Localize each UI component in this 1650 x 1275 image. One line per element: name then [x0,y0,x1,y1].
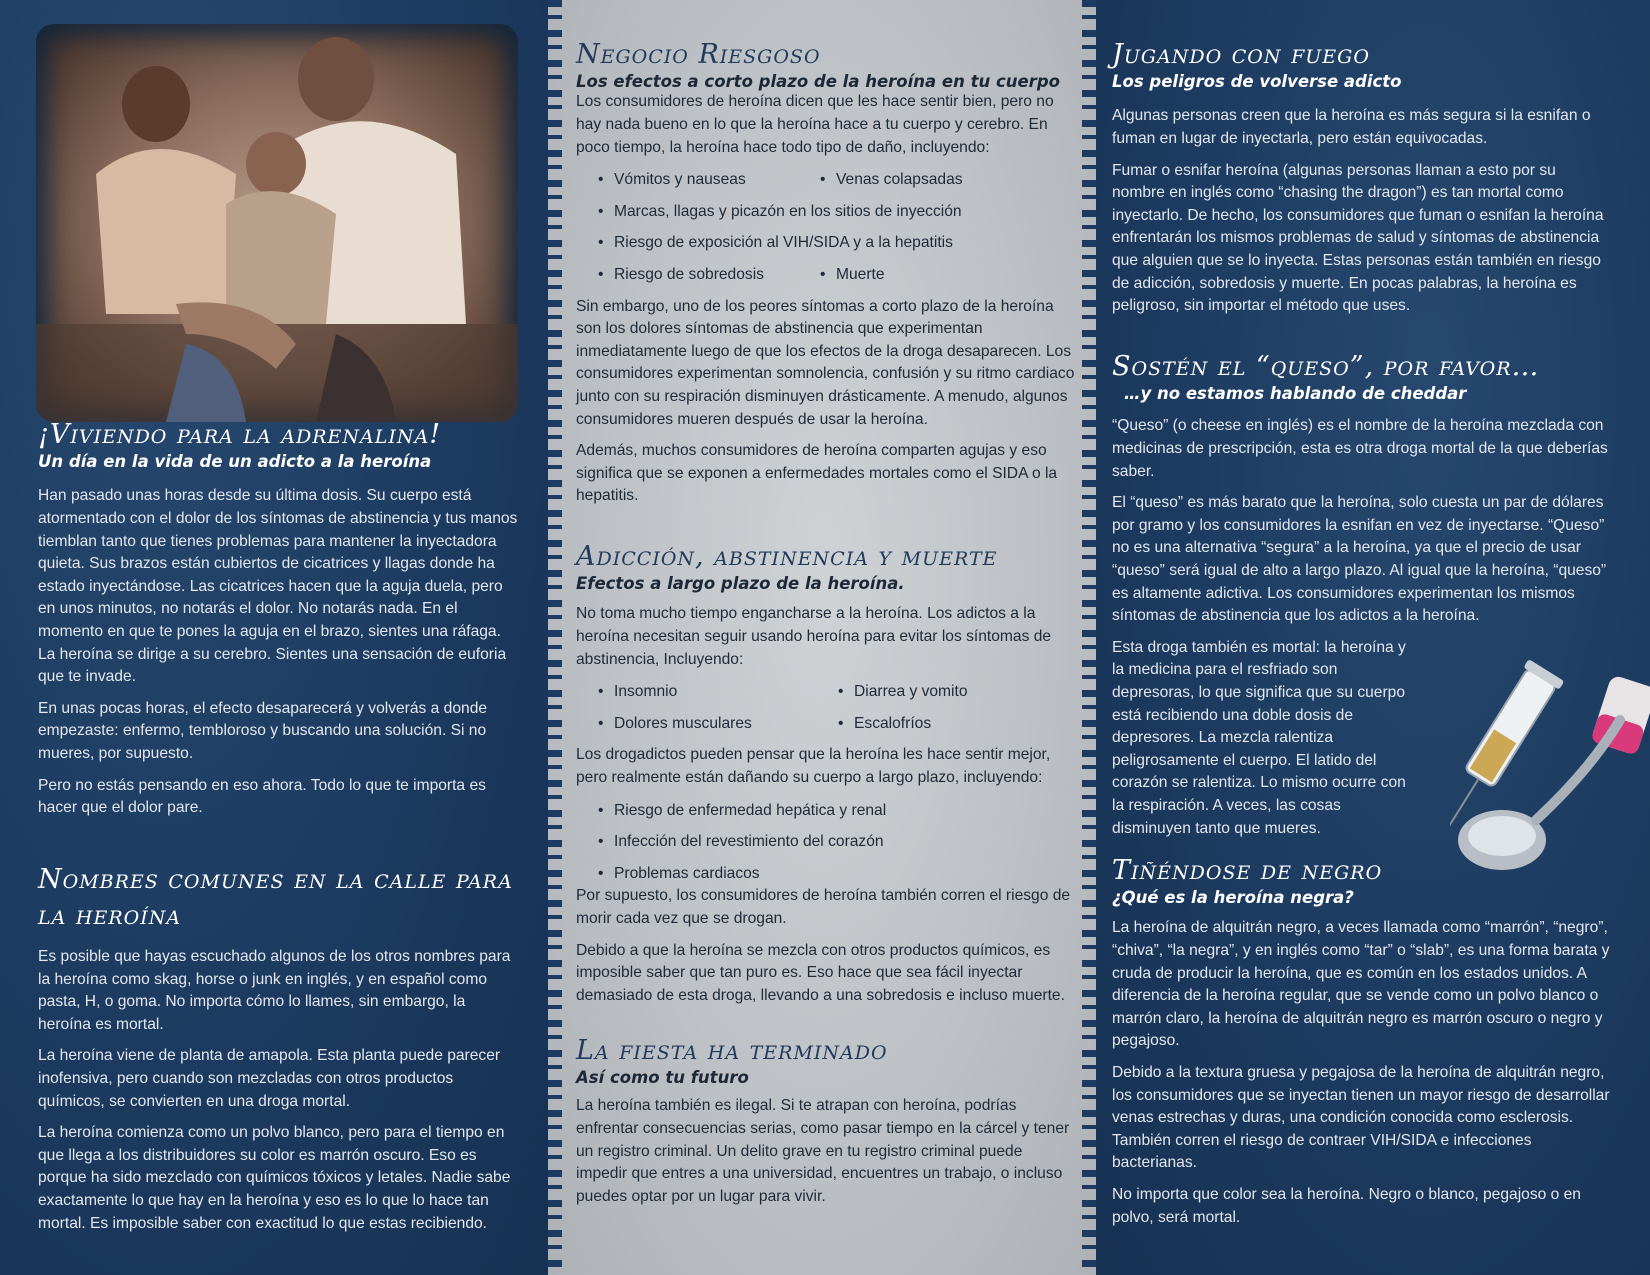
paragraph: En unas pocas horas, el efecto desaparecerá y volverás a donde empezaste: enfermo, tembloroso y buscando una solución. Si no mueres, por supuesto. [38,699,488,763]
section-adrenalina [38,420,518,829]
negro-subtitle: ¿Qué es la heroína negra? [1112,887,1354,907]
list-item: • Vómitos y nauseas [596,169,818,192]
fuego-title: Jugando con fuego [1112,39,1370,70]
adiccion-body [576,603,1076,1007]
list-item: • Dolores musculares [596,713,836,736]
torn-edge-right [1082,0,1096,1275]
section-negro [1112,856,1612,1238]
section-fuego [1112,40,1612,327]
paragraph: Pero no estás pensando en eso ahora. Todo lo que te importa es hacer que el dolor pare. [38,776,486,817]
negocio-body [576,91,1076,508]
list-item: • Venas colapsadas [818,169,1076,192]
paragraph: Por supuesto, los consumidores de heroína también corren el riesgo de morir cada vez que se drogan. [576,887,1071,928]
long-term-effects-list [576,800,1076,886]
paragraph: La heroína de alquitrán negro, a veces llamada como “marrón”, “negro”, “chiva”, “la negra”, y en inglés como “tar” o “slab”, es una forma barata y cruda de producir la heroína, que es común en los estados unidos. A diferencia de la heroína regular, que se vende como un polvo blanco o marrón claro, la heroína de alquitrán negro es marrón oscuro o negro y pegajoso. [1112,919,1610,1050]
queso-subtitle: …y no estamos hablando de cheddar [1124,383,1467,403]
paragraph: Es posible que hayas escuchado algunos de los otros nombres para la heroína como skag, horse o junk en inglés, y en español como pasta, H, o goma. No importa cómo lo llames, sin embargo, la heroína es mortal. [38,948,511,1033]
paragraph: “Queso” (o cheese en inglés) es el nombre de la heroína mezclada con medicinas de prescripción, esta es otra droga mortal de la que deberías saber. [1112,417,1608,480]
negocio-title: Negocio Riesgoso [576,39,821,70]
withdrawal-symptoms-list [576,681,1076,744]
paragraph: La heroína también es ilegal. Si te atrapan con heroína, podrías enfrentar consecuencias serias, como pasar tiempo en la cárcel y tener un registro criminal. Un delito grave en tu registro criminal puede impedir que entres a una universidad, encuentres un trabajo, o incluso puedes optar por un lugar para vivir. [576,1097,1070,1205]
adrenalina-subtitle: Un día en la vida de un adicto a la heroína [38,451,432,471]
section-nombres [38,862,518,1244]
paragraph: Sin embargo, uno de los peores síntomas a corto plazo de la heroína son los dolores síntomas de abstinencia que experimentan inmediatamente luego de que los efectos de la droga desaparecen. Los consumidores experimentan somnolencia, confusión y su ritmo cardiaco junto con su respiración disminuyen drásticamente. A menudo, algunos consumidores mueren después de usar la heroína. [576,297,1075,428]
paragraph: Los consumidores de heroína dicen que les hace sentir bien, pero no hay nada bueno en lo que la heroína hace a tu cuerpo y cerebro. En poco tiempo, la heroína hace todo tipo de daño, incluyendo: [576,93,1054,156]
fuego-body [1112,105,1612,317]
torn-edge-left [548,0,562,1275]
section-adiccion [576,542,1076,1016]
family-intervention-photo [36,24,518,422]
negocio-subtitle: Los efectos a corto plazo de la heroína en tu cuerpo [576,71,1060,91]
list-item: • Marcas, llagas y picazón en los sitios de inyección [596,201,1076,224]
left-panel [0,0,548,1275]
list-item: • Riesgo de sobredosis [596,264,818,287]
list-item: • Infección del revestimiento del corazón [596,831,1076,854]
list-item: • Escalofríos [836,713,1076,736]
negro-title: Tiñéndose de negro [1112,855,1383,886]
adrenalina-body [38,485,518,819]
adrenalina-title: ¡Viviendo para la adrenalina! [38,419,442,450]
paragraph: Además, muchos consumidores de heroína comparten agujas y eso significa que se exponen a enfermedades mortales como el SIDA o la hepatitis. [576,442,1058,505]
fiesta-title: La fiesta ha terminado [576,1035,888,1066]
paragraph: Han pasado unas horas desde su última dosis. Su cuerpo está atormentado con el dolor de los síntomas de abstinencia y tus manos tiemblan tanto que tienes problemas para mantener la inyectadora quieta. Sus brazos están cubiertos de cicatrices y llagas donde ha estado inyectándose. Las cicatrices hacen que la aguja duela, pero en unos minutos, no notarás el dolor. No notarás nada. En el momento en que te pones la aguja en el brazo, sientes una ráfaga. La heroína se dirige a su cerebro. Sientes una sensación de euforia que te invade. [38,487,518,686]
list-item: • Insomnio [596,681,836,704]
list-item: • Riesgo de enfermedad hepática y renal [596,800,1076,823]
paragraph: Los drogadictos pueden pensar que la heroína les hace sentir mejor, pero realmente están dañando su cuerpo a largo plazo, incluyendo: [576,746,1051,787]
paragraph: Fumar o esnifar heroína (algunas personas llaman a esto por su nombre en inglés como “chasing the dragon”) es tan mortal como inyectarlo. De hecho, los consumidores que fuman o esnifan la heroína enfrentarán los mismos problemas de salud y síntomas de abstinencia que alguien que se lo inyecta. Estas personas están también en riesgo de adicción, sobredosis y muerte. En pocas palabras, la heroína es peligroso, sin importar el método que uses. [1112,161,1604,315]
nombres-body [38,946,518,1235]
paragraph: Debido a la textura gruesa y pegajosa de la heroína de alquitrán negro, los consumidores que se inyectan tienen un mayor riesgo de desarrollar venas estrechas y duras, una condición conocida como esclerosis. También corren el riesgo de contraer VIH/SIDA e infecciones bacterianas. [1112,1064,1610,1172]
right-panel [1096,0,1650,1275]
paragraph: La heroína comienza como un polvo blanco, pero para el tiempo en que llega a los distribuidores su color es marrón oscuro. Eso es porque ha sido mezclado con químicos tóxicos y letales. Nadie sabe exactamente lo que hay en la heroína y eso es lo que lo hace tan mortal. Es imposible saber con exactitud lo que estas recibiendo. [38,1124,511,1232]
section-fiesta [576,1036,1076,1217]
paragraph: Debido a que la heroína se mezcla con otros productos químicos, es imposible saber que tan puro es. Eso hace que sea fácil inyectar demasiado de esta droga, llevando a una sobredosis e incluso muerte. [576,941,1065,1004]
paragraph: No toma mucho tiempo engancharse a la heroína. Los adictos a la heroína necesitan seguir usando heroína para evitar los síntomas de abstinencia, Incluyendo: [576,605,1052,668]
section-negocio [576,40,1076,517]
queso-title: Sostén el “queso”, por favor… [1112,351,1540,382]
nombres-title: Nombres comunes en la calle para la heroína [38,864,513,931]
list-item: • Problemas cardiacos [596,863,1076,886]
syringe-spoon-lighter-illustration [1450,650,1650,890]
adiccion-subtitle: Efectos a largo plazo de la heroína. [576,573,905,593]
negro-body [1112,917,1612,1229]
paragraph: La heroína viene de planta de amapola. Esta planta puede parecer inofensiva, pero cuando son mezcladas con otros productos químicos, se convierten en una droga mortal. [38,1047,501,1110]
paragraph: Esta droga también es mortal: la heroína y la medicina para el resfriado son depresoras, lo que significa que su cuerpo está recibiendo una doble dosis de depresores. La mezcla ralentiza peligrosamente el cuerpo. El latido del corazón se ralentiza. Lo mismo ocurre con la respiración. A veces, las cosas disminuyen tanto que mueres. [1112,638,1406,837]
paragraph: No importa que color sea la heroína. Negro o blanco, pegajoso o en polvo, será mortal. [1112,1186,1581,1226]
list-item: • Muerte [818,264,1076,287]
middle-panel [548,0,1096,1275]
fiesta-subtitle: Así como tu futuro [576,1067,749,1087]
adiccion-title: Adicción, abstinencia y muerte [576,541,998,572]
paragraph: El “queso” es más barato que la heroína, solo cuesta un par de dólares por gramo y los consumidores la esnifan en vez de inyectarse. “Queso” no es una alternativa “segura” a la heroína, ya que el precio de usar “queso” será igual de alto a largo plazo. Al igual que la heroína, “queso” es altamente adictiva. Los consumidores experimentan los mismos síntomas de abstinencia que los adictos a la heroína. [1112,494,1607,625]
short-term-effects-list [576,169,1076,295]
list-item: • Riesgo de exposición al VIH/SIDA y a la hepatitis [596,232,1076,255]
list-item: • Diarrea y vomito [836,681,1076,704]
fuego-subtitle: Los peligros de volverse adicto [1112,71,1402,91]
fiesta-body [576,1095,1076,1208]
paragraph: Algunas personas creen que la heroína es más segura si la esnifan o fuman en lugar de inyectarla, pero están equivocadas. [1112,107,1591,148]
